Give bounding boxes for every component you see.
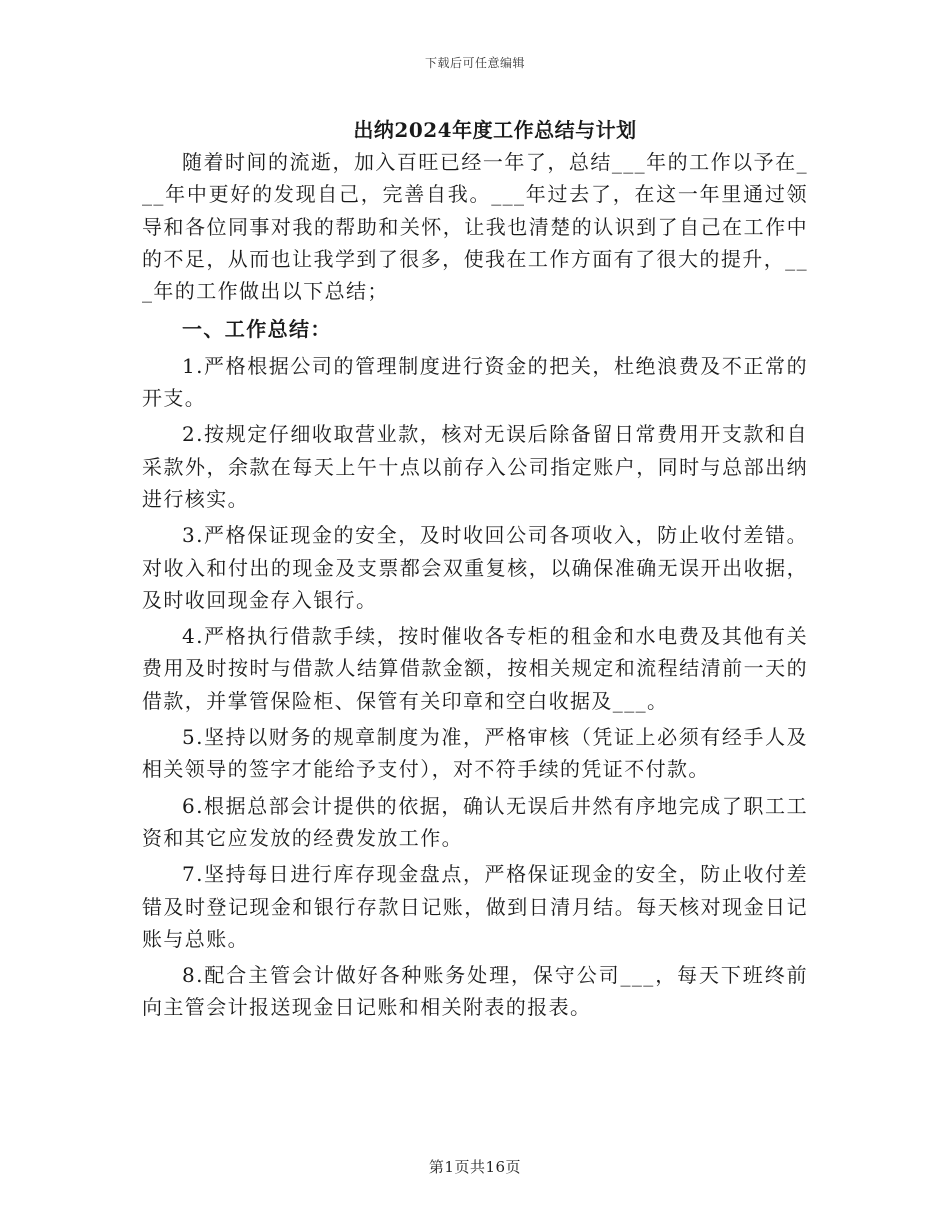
list-item: 2.按规定仔细收取营业款，核对无误后除备留日常费用开支款和自采款外，余款在每天上午十点以前存入公司指定账户，同时与总部出纳进行核实。 [142,422,808,511]
list-item: 3.严格保证现金的安全，及时收回公司各项收入，防止收付差错。对收入和付出的现金及支票都会双重复核，以确保准确无误开出收据，及时收回现金存入银行。 [142,523,808,612]
document-body [142,146,808,1024]
page-number: 第1页共16页 [428,1158,522,1176]
document-title: 出纳2024年度工作总结与计划 [353,118,637,142]
list-item: 1.严格根据公司的管理制度进行资金的把关，杜绝浪费及不正常的开支。 [142,353,808,411]
intro-paragraph: 随着时间的流逝，加入百旺已经一年了，总结___年的工作以予在___年中更好的发现自己，完善自我。___年过去了，在这一年里通过领导和各位同事对我的帮助和关怀，让我也清楚的认识到了自己在工作中的不足，从而也让我学到了很多，使我在工作方面有了很大的提升，___年的工作做出以下总结； [142,150,808,304]
list-item: 4.严格执行借款手续，按时催收各专柜的租金和水电费及其他有关费用及时按时与借款人结算借款金额，按相关规定和流程结清前一天的借款，并掌管保险柜、保管有关印章和空白收据及___。 [142,624,808,713]
list-item: 8.配合主管会计做好各种账务处理，保守公司___，每天下班终前向主管会计报送现金日记账和相关附表的报表。 [142,963,808,1020]
list-item: 5.坚持以财务的规章制度为准，严格审核（凭证上必须有经手人及相关领导的签字才能给予支付），对不符手续的凭证不付款。 [142,725,808,782]
section-heading: 一、工作总结： [182,317,332,342]
list-item: 6.根据总部会计提供的依据，确认无误后井然有序地完成了职工工资和其它应发放的经费发放工作。 [142,793,808,850]
header-note: 下载后可任意编辑 [424,56,525,70]
list-item: 7.坚持每日进行库存现金盘点，严格保证现金的安全，防止收付差错及时登记现金和银行存款日记账，做到日清月结。每天核对现金日记账与总账。 [142,862,808,951]
